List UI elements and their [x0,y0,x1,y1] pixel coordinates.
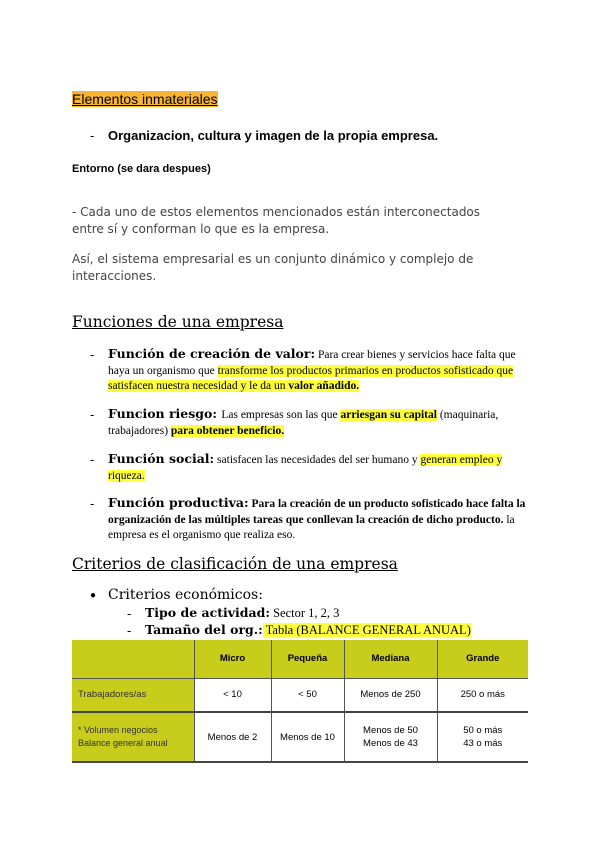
criterios-heading: Criterios de clasificación de una empresa [72,555,398,573]
funcion-productiva [108,495,528,544]
table-header-cell: Micro [194,640,271,678]
criterios-economicos: Criterios económicos: [108,587,263,603]
bullet-dot: ● [90,590,97,601]
paragraph-interconexion [72,204,480,238]
table-cell: < 50 [271,678,344,712]
table-cell: Trabajadores/as [72,678,194,712]
tipo-actividad [145,605,339,621]
bullet-marker: - [90,347,95,362]
bullet-marker: - [127,606,132,621]
paragraph-line: - Cada uno de estos elementos mencionados están interconectados [72,205,481,219]
bullet-marker: - [90,496,95,511]
table-cell-line: 43 o más [463,738,503,749]
bullet-marker: - [127,623,132,638]
table-header-cell [72,640,194,678]
table-row [72,678,528,712]
funcion-label: Función productiva: [108,495,249,510]
table-cell-line: Balance general anual [78,738,168,748]
tipo-label: Tipo de actividad: [145,605,270,620]
table-cell: < 10 [194,678,271,712]
paragraph-line: Así, el sistema empresarial es un conjunto dinámico y complejo de [72,252,474,266]
table-row [72,712,528,762]
funcion-text: satisfacen las necesidades del ser humano y [214,454,421,466]
section-title-text: Elementos inmateriales [72,91,218,107]
funcion-text: Para crear bienes y servicios hace falta que haya un organismo que [108,349,516,377]
table-header-cell: Grande [437,640,528,678]
table-cell-line: Menos de 43 [363,738,418,749]
funcion-valor [108,346,528,395]
tamano-label: Tamaño del org.: [145,622,263,637]
table-header-cell: Pequeña [271,640,344,678]
table-cell-line: Menos de 50 [363,725,418,736]
paragraph-line: entre sí y conforman lo que es la empresa. [72,222,330,236]
funcion-text: la empresa es el organismo que realiza eso. [108,513,515,541]
funcion-label: Función de creación de valor: [108,346,316,361]
table-cell: Menos de 10 [271,712,344,762]
table-cell [72,712,194,762]
tipo-value: Sector 1, 2, 3 [269,606,340,620]
table-cell [437,712,528,762]
funcion-social [108,451,528,484]
funcion-label: Funcion riesgo [108,406,213,421]
funcion-text: Las empresas son las que [221,409,341,421]
entorno-note: Entorno (se dara despues) [72,163,211,175]
funcion-highlight: generan empleo y riqueza. [108,454,503,482]
table-cell: Menos de 2 [194,712,271,762]
funcion-text: (maquinaria, trabajadores) [108,409,499,437]
bullet-marker: - [90,452,95,467]
funcion-highlight-bold: valor añadido. [288,380,360,392]
bullet-marker: - [90,407,95,422]
table-cell [344,712,437,762]
table-header-cell: Mediana [344,640,437,678]
funcion-label: Función social: [108,451,215,466]
funcion-highlight: transforme los productos primarios en productos sofisticado que satisfacen nuestra necesidad y le da un [108,364,514,392]
section-title [72,91,218,107]
paragraph-line: interacciones. [72,269,157,283]
funcion-highlight-bold: para obtener beneficio. [170,424,285,437]
size-table [72,640,528,763]
bullet-organizacion: Organizacion, cultura y imagen de la propia empresa. [108,128,439,143]
table-cell-line: 50 o más [463,725,503,736]
paragraph-sistema [72,251,473,285]
funciones-heading: Funciones de una empresa [72,313,284,331]
funcion-text-bold: Para la creación de un producto sofisticado hace falta la organización de las múltiples tareas que conllevan la creación de dicho producto. [108,498,526,526]
funcion-highlight-bold: arriesgan su capital [340,409,437,421]
bullet-marker: - [90,128,95,143]
table-cell-line: * Volumen negocios [78,725,158,735]
tamano-value: Tabla (BALANCE GENERAL ANUAL) [262,623,471,637]
funcion-riesgo [108,406,528,439]
table-header-row [72,640,528,678]
funcion-colon: : [212,406,222,421]
table-cell: 250 o más [437,678,528,712]
tamano-org [145,622,471,638]
table-cell: Menos de 250 [344,678,437,712]
